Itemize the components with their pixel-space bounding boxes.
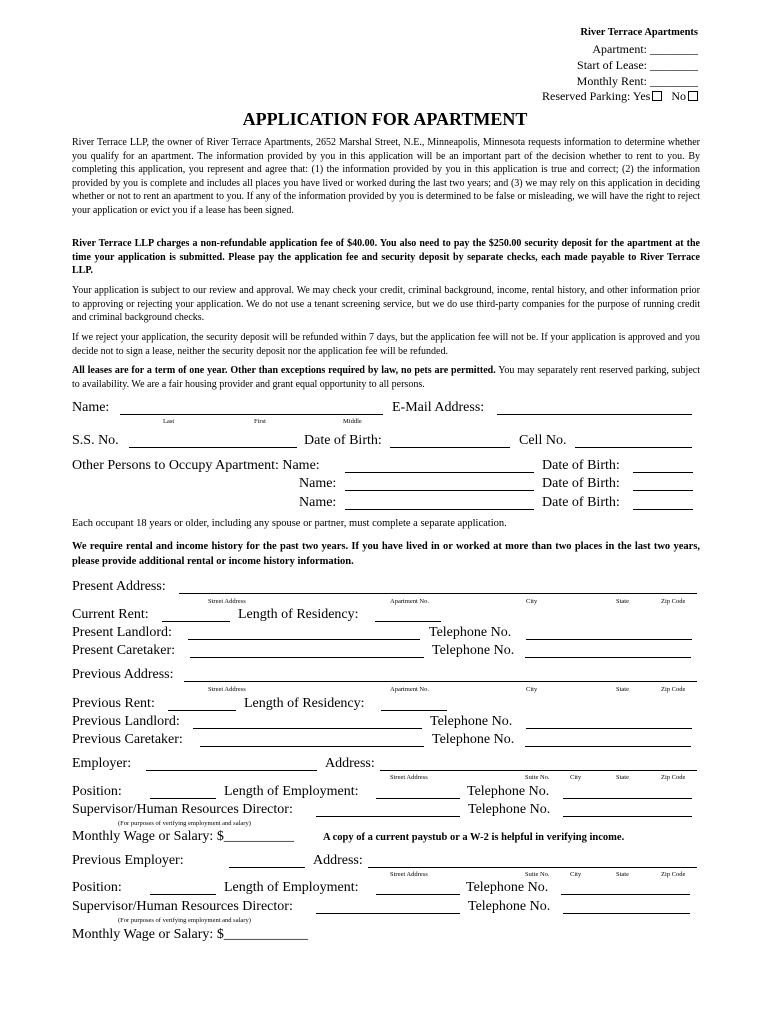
employer-address-label: Address: bbox=[325, 756, 375, 771]
current-rent-input[interactable] bbox=[162, 621, 230, 622]
emp-suite-caption: Suite No. bbox=[525, 774, 550, 781]
prev-position-label: Position: bbox=[72, 880, 122, 895]
present-caretaker-input[interactable] bbox=[190, 657, 424, 658]
present-landlord-phone-input[interactable] bbox=[526, 639, 692, 640]
emp-zip-caption: Zip Code bbox=[661, 774, 686, 781]
intro-paragraph: River Terrace LLP, the owner of River Terrace Apartments, 2652 Marshal Street, N.E., Minneapolis, Minnesota requests information to determine whether you qualify for an apartment. The information provided by you in this application will be an important part of the decision whether to rent to you. By completing this application, you represent and agree that: (1) the information provided by you in this application is true and correct; (2) the information provided by you is complete and includes all places you have lived or worked during the last two years; and (3) we may rely on this application in deciding whether or not to rent an apartment to you. If any of the information provided by you is determined to be false or misleading, we will have the right to reject your application or evict you if a lease has been signed. bbox=[72, 137, 700, 216]
prev-employer-address-input[interactable] bbox=[368, 867, 697, 868]
previous-caretaker-phone-input[interactable] bbox=[525, 746, 691, 747]
prev-position-input[interactable] bbox=[150, 894, 216, 895]
other-dob-3-label: Date of Birth: bbox=[542, 495, 620, 510]
previous-landlord-input[interactable] bbox=[193, 728, 422, 729]
prev-city-caption: City bbox=[526, 686, 538, 693]
position-input[interactable] bbox=[150, 798, 216, 799]
parking-no-checkbox[interactable] bbox=[688, 91, 698, 101]
last-caption: Last bbox=[163, 418, 175, 425]
other-name-1-input[interactable] bbox=[345, 472, 534, 473]
parking-yes-checkbox[interactable] bbox=[652, 91, 662, 101]
fee-paragraph: River Terrace LLP charges a non-refundable application fee of $40.00. You also need to pay the $250.00 security deposit for the apartment at the time your application is submitted. Please pay the application fee and security deposit by separate checks, each made payable to River Terrace LLP. bbox=[72, 238, 700, 277]
prev-supervisor-phone-input[interactable] bbox=[563, 913, 690, 914]
prev-length-employment-label: Length of Employment: bbox=[224, 880, 359, 895]
pemp-suite-caption: Suite No. bbox=[525, 871, 550, 878]
current-rent-label: Current Rent: bbox=[72, 607, 149, 622]
reject-paragraph: If we reject your application, the security deposit will be refunded within 7 days, but the application fee will not be. If your application is approved and you decide not to sign a lease, neither the security deposit nor the application fee will be refunded. bbox=[72, 332, 700, 357]
prev-supervisor-label: Supervisor/Human Resources Director: bbox=[72, 899, 293, 914]
pemp-zip-caption: Zip Code bbox=[661, 871, 686, 878]
pemp-state-caption: State bbox=[616, 871, 629, 878]
verify-note: (For purposes of verifying employment and salary) bbox=[118, 820, 251, 827]
paystub-note: A copy of a current paystub or a W-2 is helpful in verifying income. bbox=[323, 832, 625, 843]
prev-position-phone-label: Telephone No. bbox=[466, 880, 549, 895]
city-caption: City bbox=[526, 598, 538, 605]
prev-apt-caption: Apartment No. bbox=[390, 686, 429, 693]
other-dob-1-input[interactable] bbox=[633, 472, 693, 473]
history-paragraph: We require rental and income history for the past two years. If you have lived in or worked at more than two places in the last two years, please provide additional rental or income history information. bbox=[72, 541, 700, 567]
prev-length-residency-label: Length of Residency: bbox=[244, 696, 365, 711]
present-landlord-input[interactable] bbox=[188, 639, 420, 640]
review-paragraph: Your application is subject to our review and approval. We may check your credit, criminal background, income, rental history, and other information prior to approving or rejecting your application. We do not use a tenant screening service, but we do use third-party companies for the purpose of running credit and criminal background checks. bbox=[72, 285, 700, 324]
prev-zip-caption: Zip Code bbox=[661, 686, 686, 693]
other-persons-label: Other Persons to Occupy Apartment: Name: bbox=[72, 458, 320, 473]
dob-label: Date of Birth: bbox=[304, 433, 382, 448]
page-title: APPLICATION FOR APARTMENT bbox=[242, 109, 528, 129]
parking-yes-label: Yes bbox=[632, 89, 651, 103]
property-name: River Terrace Apartments bbox=[580, 27, 698, 38]
previous-caretaker-input[interactable] bbox=[200, 746, 424, 747]
prev-monthly-wage-field[interactable]: Monthly Wage or Salary: $____________ bbox=[72, 927, 308, 942]
length-residency-input[interactable] bbox=[375, 621, 441, 622]
name-input[interactable] bbox=[120, 414, 383, 415]
previous-employer-input[interactable] bbox=[229, 867, 305, 868]
present-landlord-label: Present Landlord: bbox=[72, 625, 172, 640]
prev-position-phone-input[interactable] bbox=[561, 894, 690, 895]
previous-address-input[interactable] bbox=[184, 681, 697, 682]
present-address-label: Present Address: bbox=[72, 579, 166, 594]
reserved-parking-label: Reserved Parking: bbox=[541, 89, 631, 103]
email-label: E-Mail Address: bbox=[392, 400, 485, 415]
reserved-parking-row bbox=[542, 89, 698, 104]
previous-rent-input[interactable] bbox=[168, 710, 236, 711]
other-name-2-input[interactable] bbox=[345, 490, 534, 491]
prev-supervisor-input[interactable] bbox=[316, 913, 460, 914]
position-phone-label: Telephone No. bbox=[467, 784, 550, 799]
email-input[interactable] bbox=[497, 414, 692, 415]
middle-caption: Middle bbox=[343, 418, 362, 425]
length-employment-input[interactable] bbox=[376, 798, 460, 799]
name-label: Name: bbox=[72, 400, 110, 415]
apt-caption: Apartment No. bbox=[390, 598, 429, 605]
other-dob-2-input[interactable] bbox=[633, 490, 693, 491]
start-lease-field[interactable]: Start of Lease: ________ bbox=[577, 58, 698, 72]
prev-length-residency-input[interactable] bbox=[381, 710, 447, 711]
supervisor-phone-label: Telephone No. bbox=[468, 802, 551, 817]
prev-employer-address-label: Address: bbox=[313, 853, 363, 868]
employer-input[interactable] bbox=[146, 770, 317, 771]
length-employment-label: Length of Employment: bbox=[224, 784, 359, 799]
monthly-rent-field[interactable]: Monthly Rent: ________ bbox=[576, 74, 698, 88]
present-address-input[interactable] bbox=[179, 593, 697, 594]
length-residency-label: Length of Residency: bbox=[238, 607, 359, 622]
other-dob-3-input[interactable] bbox=[633, 509, 693, 510]
previous-employer-label: Previous Employer: bbox=[72, 853, 184, 868]
lease-terms-rest: You may separately rent reserved parking, subject to availability. We are a fair housing provider and grant equal opportunity to all persons. bbox=[72, 365, 700, 390]
previous-landlord-phone-input[interactable] bbox=[526, 728, 692, 729]
other-name-3-input[interactable] bbox=[345, 509, 534, 510]
first-caption: First bbox=[254, 418, 266, 425]
previous-landlord-phone-label: Telephone No. bbox=[430, 714, 513, 729]
prev-street-caption: Street Address bbox=[208, 686, 246, 693]
cell-input[interactable] bbox=[575, 447, 692, 448]
other-name-2-label: Name: bbox=[299, 476, 337, 491]
pemp-street-caption: Street Address bbox=[390, 871, 428, 878]
dob-input[interactable] bbox=[390, 447, 510, 448]
previous-landlord-label: Previous Landlord: bbox=[72, 714, 180, 729]
cell-label: Cell No. bbox=[519, 433, 567, 448]
zip-caption: Zip Code bbox=[661, 598, 686, 605]
present-caretaker-phone-input[interactable] bbox=[525, 657, 691, 658]
monthly-wage-field[interactable]: Monthly Wage or Salary: $__________ bbox=[72, 829, 294, 844]
previous-caretaker-phone-label: Telephone No. bbox=[432, 732, 515, 747]
other-dob-1-label: Date of Birth: bbox=[542, 458, 620, 473]
employer-label: Employer: bbox=[72, 756, 132, 771]
emp-city-caption: City bbox=[570, 774, 582, 781]
ssn-label: S.S. No. bbox=[72, 433, 119, 448]
present-landlord-phone-label: Telephone No. bbox=[429, 625, 512, 640]
ssn-input[interactable] bbox=[129, 447, 297, 448]
lease-terms-bold: All leases are for a term of one year. Other than exceptions required by law, no pets are permitted. bbox=[72, 365, 496, 376]
apartment-field[interactable]: Apartment: ________ bbox=[592, 42, 698, 56]
previous-address-label: Previous Address: bbox=[72, 667, 174, 682]
street-caption: Street Address bbox=[208, 598, 246, 605]
prev-length-employment-input[interactable] bbox=[376, 894, 460, 895]
lease-paragraph bbox=[72, 364, 700, 391]
parking-no-label: No bbox=[671, 89, 686, 103]
prev-verify-note: (For purposes of verifying employment and salary) bbox=[118, 917, 251, 924]
position-label: Position: bbox=[72, 784, 122, 799]
supervisor-label: Supervisor/Human Resources Director: bbox=[72, 802, 293, 817]
pemp-city-caption: City bbox=[570, 871, 582, 878]
prev-state-caption: State bbox=[616, 686, 629, 693]
other-dob-2-label: Date of Birth: bbox=[542, 476, 620, 491]
employer-address-input[interactable] bbox=[380, 770, 697, 771]
emp-street-caption: Street Address bbox=[390, 774, 428, 781]
supervisor-input[interactable] bbox=[316, 816, 460, 817]
emp-state-caption: State bbox=[616, 774, 629, 781]
prev-supervisor-phone-label: Telephone No. bbox=[468, 899, 551, 914]
state-caption: State bbox=[616, 598, 629, 605]
present-caretaker-phone-label: Telephone No. bbox=[432, 643, 515, 658]
position-phone-input[interactable] bbox=[563, 798, 692, 799]
other-name-3-label: Name: bbox=[299, 495, 337, 510]
supervisor-phone-input[interactable] bbox=[563, 816, 692, 817]
previous-caretaker-label: Previous Caretaker: bbox=[72, 732, 183, 747]
present-caretaker-label: Present Caretaker: bbox=[72, 643, 176, 658]
previous-rent-label: Previous Rent: bbox=[72, 696, 155, 711]
occupant-note: Each occupant 18 years or older, including any spouse or partner, must complete a separate application. bbox=[72, 518, 507, 529]
